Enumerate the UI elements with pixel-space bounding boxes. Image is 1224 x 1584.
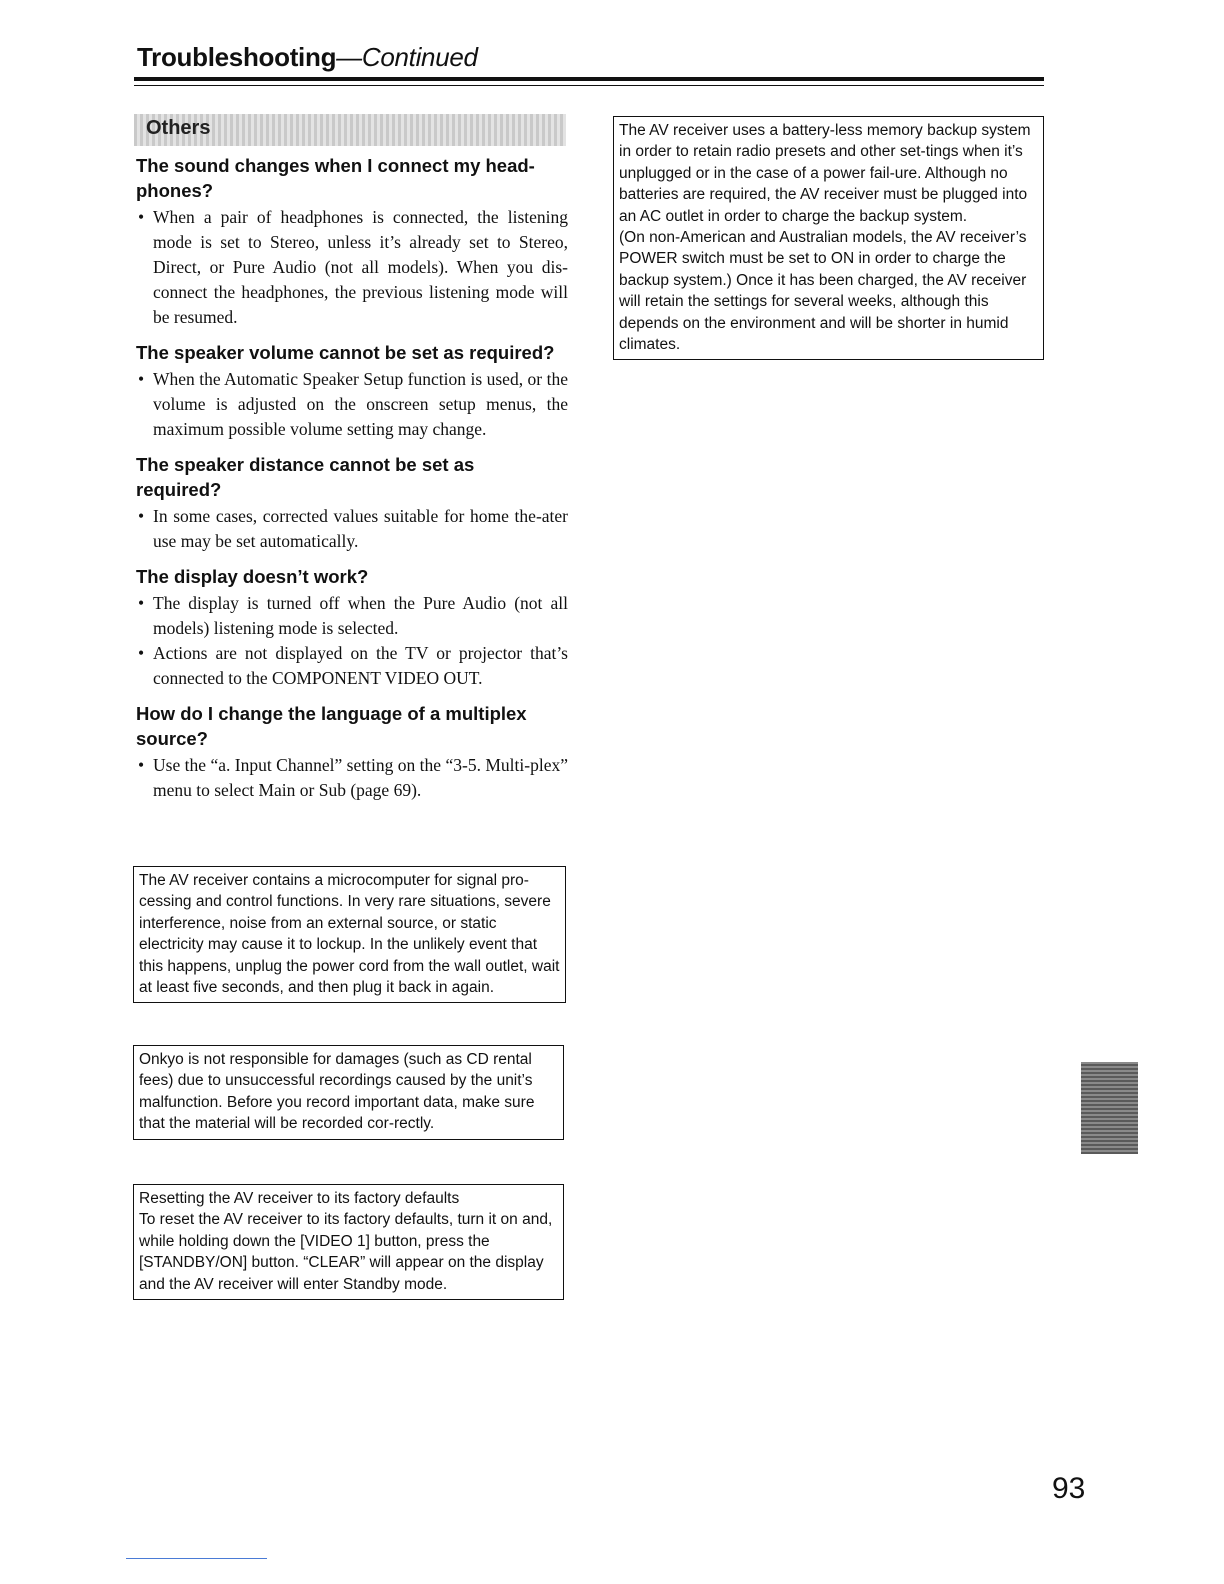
faq-answer: • In some cases, corrected values suitable for home the-ater use may be set automatically.	[136, 504, 568, 554]
section-tag-label: Others	[146, 117, 211, 139]
note-paragraph: Onkyo is not responsible for damages (such as CD rental fees) due to unsuccessful recordings caused by the unit’s malfunction. Before you record important data, make sure that the material will be recorded cor-rectly.	[139, 1051, 535, 1133]
page-title	[137, 42, 478, 73]
note-microcomputer	[133, 866, 566, 1003]
faq-question	[136, 701, 568, 751]
faq-item	[136, 340, 568, 442]
section-thumb-tab	[1081, 1062, 1138, 1154]
faq-question	[136, 452, 568, 502]
faq-question-line: required?	[136, 479, 222, 500]
section-tag	[134, 114, 566, 146]
faq-answer: • The display is turned off when the Pure Audio (not all models) listening mode is selected.	[136, 591, 568, 641]
note-memory-backup	[613, 116, 1044, 360]
note-paragraph: To reset the AV receiver to its factory defaults, turn it on and, while holding down the [VIDEO 1] button, press the [STANDBY/ON] button. “CLEAR” will appear on the display and the AV receiver will enter Standby mode.	[139, 1211, 553, 1293]
faq-answers	[136, 367, 568, 442]
faq-answers	[136, 753, 568, 803]
note-paragraph: The AV receiver contains a microcomputer for signal pro-cessing and control functions. In very rare situations, severe interference, noise from an external source, or static electricity may cause it to lockup. In the unlikely event that this happens, unplug the power cord from the wall outlet, wait at least five seconds, and then plug it back in again.	[139, 872, 560, 997]
faq-question-line: The sound changes when I connect my head-	[136, 155, 535, 176]
faq-item	[136, 564, 568, 691]
note-reset-defaults	[133, 1184, 564, 1300]
faq-item	[136, 701, 568, 803]
faq-answers	[136, 591, 568, 691]
faq-item	[136, 153, 568, 330]
faq-answer: • When the Automatic Speaker Setup function is used, or the volume is adjusted on the onscreen setup menus, the maximum possible volume setting may change.	[136, 367, 568, 442]
note-paragraph: (On non-American and Australian models, the AV receiver’s POWER switch must be set to ON in order to charge the backup system.) Once it has been charged, the AV receiver will retain the settings for several weeks, although this depends on the environment and will be shorter in humid climates.	[619, 229, 1027, 354]
faq-list	[136, 153, 568, 813]
faq-answer: • Actions are not displayed on the TV or projector that’s connected to the COMPONENT VIDEO OUT.	[136, 641, 568, 691]
page-title-continued: —Continued	[336, 42, 478, 72]
header-rule-thin	[134, 85, 1044, 86]
faq-question	[136, 153, 568, 203]
note-onkyo-disclaimer	[133, 1045, 564, 1140]
page-number: 93	[1052, 1472, 1086, 1505]
faq-question: The display doesn’t work?	[136, 566, 369, 587]
faq-question-line: phones?	[136, 180, 214, 201]
faq-answers	[136, 205, 568, 330]
faq-question-line: source?	[136, 728, 208, 749]
note-paragraph: The AV receiver uses a battery-less memory backup system in order to retain radio presets and other set-tings when it’s unplugged or in the case of a power fail-ure. Although no batteries are required, the AV receiver must be plugged into an AC outlet in order to charge the backup system.	[619, 122, 1031, 225]
faq-question: The speaker volume cannot be set as required?	[136, 342, 555, 363]
faq-question-line: The speaker distance cannot be set as	[136, 454, 475, 475]
header-rule-thick	[134, 77, 1044, 81]
faq-question-line: How do I change the language of a multiplex	[136, 703, 527, 724]
page-title-main: Troubleshooting	[137, 42, 337, 72]
footer-link-underline	[126, 1558, 267, 1559]
faq-answers	[136, 504, 568, 554]
faq-answer: • When a pair of headphones is connected, the listening mode is set to Stereo, unless it’s already set to Stereo, Direct, or Pure Audio (not all models). When you dis-connect the headphones, the previous listening mode will be resumed.	[136, 205, 568, 330]
faq-answer: • Use the “a. Input Channel” setting on the “3-5. Multi-plex” menu to select Main or Sub (page 69).	[136, 753, 568, 803]
note-title: Resetting the AV receiver to its factory defaults	[139, 1190, 460, 1207]
faq-item	[136, 452, 568, 554]
